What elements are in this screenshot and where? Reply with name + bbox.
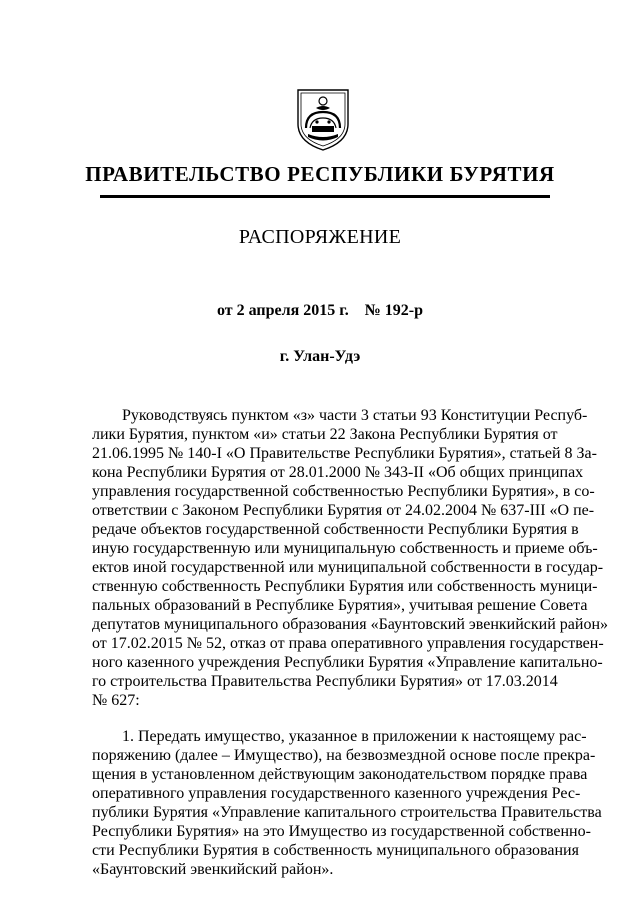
header-divider bbox=[100, 195, 550, 198]
preamble-line: депутатов муниципального образования «Баунтовский эвенкийский район» bbox=[92, 616, 608, 633]
preamble-line: кона Республики Бурятия от 28.01.2000 № 343-II «Об общих принципах bbox=[92, 464, 584, 481]
preamble-line: Руководствуясь пунктом «з» части 3 статьи 93 Конституции Респуб- bbox=[122, 407, 588, 424]
item1-line: публики Бурятия «Управление капитального строительства Правительства bbox=[92, 804, 602, 821]
item1-line: поряжению (далее – Имущество), на безвозмездной основе после прекра- bbox=[92, 747, 596, 764]
preamble-line: го строительства Правительства Республики Бурятия» от 17.03.2014 bbox=[92, 673, 558, 690]
preamble-line: лики Бурятия, пунктом «и» статьи 22 Закона Республики Бурятия от bbox=[92, 426, 558, 443]
item1-line: щения в установленном действующим законодательством порядке права bbox=[92, 766, 588, 783]
document-city: г. Улан-Удэ bbox=[279, 348, 361, 365]
item1-line: сти Республики Бурятия в собственность муниципального образования bbox=[92, 842, 579, 859]
government-title: ПРАВИТЕЛЬСТВО РЕСПУБЛИКИ БУРЯТИЯ bbox=[85, 162, 555, 186]
preamble-line: 21.06.1995 № 140-I «О Правительстве Республики Бурятия», статьей 8 За- bbox=[92, 445, 597, 462]
preamble-line: № 627: bbox=[92, 692, 140, 709]
item1-line: «Баунтовский эвенкийский район». bbox=[92, 861, 334, 878]
preamble-line: от 17.02.2015 № 52, отказ от права оперативного управления государствен- bbox=[92, 635, 604, 652]
preamble-line: ектов иной государственной или муниципальной собственности в государ- bbox=[92, 559, 604, 576]
preamble-line: редаче объектов государственной собственности Республики Бурятия в bbox=[92, 521, 579, 538]
coat-of-arms-emblem bbox=[294, 84, 352, 152]
item1-line: 1. Передать имущество, указанное в приложении к настоящему рас- bbox=[122, 728, 587, 745]
preamble-line: ственную собственность Республики Бурятия или собственность муници- bbox=[92, 578, 598, 595]
preamble-line: пальных образований в Республике Бурятия», учитывая решение Совета bbox=[92, 597, 588, 614]
item1-line: оперативного управления государственного казенного учреждения Рес- bbox=[92, 785, 581, 802]
preamble-line: ответствии с Законом Республики Бурятия от 24.02.2004 № 637-III «О пе- bbox=[92, 502, 595, 519]
item1-line: Республики Бурятия» на это Имущество из государственной собственно- bbox=[92, 823, 591, 840]
document-date-number: от 2 апреля 2015 г. № 192-р bbox=[216, 302, 424, 319]
preamble-line: управления государственной собственностью Республики Бурятия», в со- bbox=[92, 483, 595, 500]
preamble-line: ного казенного учреждения Республики Бурятия «Управление капитально- bbox=[92, 654, 603, 671]
document-type: РАСПОРЯЖЕНИЕ bbox=[238, 226, 402, 248]
preamble-line: иную государственную или муниципальную собственность и приеме объ- bbox=[92, 540, 598, 557]
